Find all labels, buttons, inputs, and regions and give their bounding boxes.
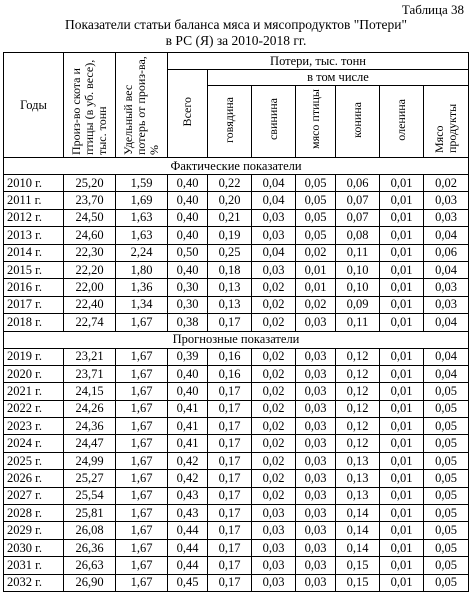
table-cell: 0,03 — [296, 314, 336, 331]
table-row — [4, 470, 469, 487]
table-cell: 0,01 — [380, 227, 424, 244]
table-cell: 0,22 — [208, 175, 252, 192]
table-cell: 0,14 — [336, 522, 380, 539]
table-cell: 0,02 — [252, 365, 296, 382]
table-cell: 2016 г. — [4, 279, 64, 296]
section-forecast: Прогнозные показатели — [4, 331, 469, 348]
table-cell: 0,02 — [252, 418, 296, 435]
table-cell: 1,67 — [116, 365, 168, 382]
table-cell: 0,15 — [336, 574, 380, 591]
header-share: Удельный вес потерь от произ-ва, % — [116, 53, 168, 158]
table-cell: 2015 г. — [4, 261, 64, 278]
table-cell: 0,03 — [424, 209, 469, 226]
header-beef: говядина — [208, 86, 252, 158]
table-cell: 0,01 — [380, 279, 424, 296]
table-cell: 1,67 — [116, 522, 168, 539]
table-cell: 0,17 — [208, 522, 252, 539]
table-cell: 0,03 — [424, 296, 469, 313]
table-cell: 1,80 — [116, 261, 168, 278]
table-cell: 0,03 — [296, 574, 336, 591]
table-cell: 0,04 — [424, 314, 469, 331]
table-cell: 0,03 — [252, 505, 296, 522]
table-cell: 1,67 — [116, 314, 168, 331]
table-cell: 24,15 — [64, 383, 116, 400]
table-cell: 26,08 — [64, 522, 116, 539]
table-cell: 0,03 — [296, 522, 336, 539]
table-cell: 2020 г. — [4, 365, 64, 382]
table-row — [4, 209, 469, 226]
table-cell: 1,67 — [116, 557, 168, 574]
table-cell: 22,00 — [64, 279, 116, 296]
table-cell: 26,63 — [64, 557, 116, 574]
table-cell: 2021 г. — [4, 383, 64, 400]
table-cell: 1,67 — [116, 505, 168, 522]
table-row — [4, 539, 469, 556]
table-cell: 2024 г. — [4, 435, 64, 452]
table-cell: 0,12 — [336, 383, 380, 400]
table-cell: 0,10 — [336, 279, 380, 296]
table-cell: 0,02 — [252, 348, 296, 365]
table-cell: 0,01 — [380, 348, 424, 365]
table-cell: 0,45 — [168, 574, 208, 591]
table-cell: 0,03 — [296, 505, 336, 522]
table-cell: 0,01 — [380, 383, 424, 400]
table-cell: 0,05 — [296, 227, 336, 244]
table-cell: 0,15 — [336, 557, 380, 574]
table-cell: 0,17 — [208, 487, 252, 504]
table-cell: 0,40 — [168, 365, 208, 382]
table-cell: 22,20 — [64, 261, 116, 278]
table-cell: 25,27 — [64, 470, 116, 487]
table-cell: 2029 г. — [4, 522, 64, 539]
table-cell: 0,13 — [208, 296, 252, 313]
table-cell: 0,17 — [208, 574, 252, 591]
table-number: Таблица 38 — [401, 2, 464, 17]
table-cell: 0,02 — [252, 279, 296, 296]
table-cell: 0,02 — [252, 452, 296, 469]
table-cell: 0,02 — [252, 470, 296, 487]
table-cell: 0,41 — [168, 418, 208, 435]
table-cell: 2022 г. — [4, 400, 64, 417]
table-cell: 0,40 — [168, 227, 208, 244]
table-cell: 0,16 — [208, 348, 252, 365]
table-cell: 0,13 — [336, 452, 380, 469]
table-cell: 0,01 — [380, 574, 424, 591]
table-cell: 0,01 — [380, 470, 424, 487]
table-cell: 0,17 — [208, 539, 252, 556]
table-cell: 0,17 — [208, 452, 252, 469]
table-cell: 2026 г. — [4, 470, 64, 487]
table-cell: 0,17 — [208, 470, 252, 487]
table-cell: 0,04 — [424, 348, 469, 365]
table-cell: 0,03 — [252, 227, 296, 244]
table-cell: 0,01 — [380, 296, 424, 313]
table-cell: 2014 г. — [4, 244, 64, 261]
header-total: Всего — [168, 70, 208, 158]
table-cell: 25,54 — [64, 487, 116, 504]
title-line-1: Показатели статьи баланса мяса и мясопродуктов "Потери" — [65, 17, 407, 32]
table-cell: 0,02 — [252, 487, 296, 504]
table-cell: 2032 г. — [4, 574, 64, 591]
table-cell: 0,17 — [208, 505, 252, 522]
table-cell: 0,05 — [296, 192, 336, 209]
table-cell: 0,03 — [252, 574, 296, 591]
table-cell: 0,03 — [252, 557, 296, 574]
table-cell: 0,01 — [296, 279, 336, 296]
table-cell: 0,03 — [296, 539, 336, 556]
table-cell: 0,38 — [168, 314, 208, 331]
table-cell: 0,03 — [296, 452, 336, 469]
table-cell: 24,99 — [64, 452, 116, 469]
table-row — [4, 383, 469, 400]
table-cell: 0,03 — [252, 209, 296, 226]
table-cell: 0,06 — [424, 244, 469, 261]
table-cell: 24,47 — [64, 435, 116, 452]
table-cell: 1,67 — [116, 435, 168, 452]
table-row — [4, 435, 469, 452]
table-cell: 1,67 — [116, 470, 168, 487]
table-cell: 0,01 — [380, 522, 424, 539]
table-cell: 2010 г. — [4, 175, 64, 192]
table-cell: 0,03 — [424, 192, 469, 209]
losses-table — [3, 52, 469, 592]
header-venison: оленина — [380, 86, 424, 158]
table-cell: 0,30 — [168, 279, 208, 296]
table-cell: 2030 г. — [4, 539, 64, 556]
table-cell: 0,03 — [296, 557, 336, 574]
table-cell: 0,16 — [208, 365, 252, 382]
table-cell: 0,40 — [168, 209, 208, 226]
table-cell: 1,67 — [116, 539, 168, 556]
table-cell: 0,03 — [296, 383, 336, 400]
table-cell: 0,40 — [168, 383, 208, 400]
table-cell: 2018 г. — [4, 314, 64, 331]
table-cell: 1,63 — [116, 227, 168, 244]
table-cell: 0,02 — [252, 435, 296, 452]
table-cell: 0,01 — [380, 505, 424, 522]
table-cell: 1,67 — [116, 418, 168, 435]
header-production: Произ-во скота и птицы (в уб. весе), тыс. тонн — [64, 53, 116, 158]
table-cell: 0,01 — [380, 452, 424, 469]
table-cell: 0,07 — [336, 192, 380, 209]
table-cell: 0,17 — [208, 435, 252, 452]
table-cell: 0,40 — [168, 261, 208, 278]
table-cell: 0,01 — [296, 261, 336, 278]
table-cell: 2028 г. — [4, 505, 64, 522]
table-row — [4, 314, 469, 331]
table-row — [4, 261, 469, 278]
table-row — [4, 522, 469, 539]
table-cell: 0,17 — [208, 557, 252, 574]
table-cell: 0,05 — [424, 400, 469, 417]
table-cell: 0,04 — [252, 175, 296, 192]
table-cell: 0,03 — [296, 400, 336, 417]
table-cell: 22,30 — [64, 244, 116, 261]
table-cell: 0,04 — [424, 227, 469, 244]
table-title — [0, 17, 472, 48]
table-cell: 0,05 — [424, 487, 469, 504]
table-cell: 2,24 — [116, 244, 168, 261]
table-cell: 1,67 — [116, 574, 168, 591]
table-cell: 1,67 — [116, 383, 168, 400]
table-cell: 0,01 — [380, 314, 424, 331]
table-cell: 0,41 — [168, 435, 208, 452]
table-cell: 0,10 — [336, 261, 380, 278]
table-row — [4, 244, 469, 261]
table-cell: 0,07 — [336, 209, 380, 226]
table-cell: 0,03 — [296, 470, 336, 487]
table-cell: 0,05 — [424, 522, 469, 539]
table-cell: 0,11 — [336, 244, 380, 261]
table-cell: 24,26 — [64, 400, 116, 417]
table-row — [4, 487, 469, 504]
table-cell: 0,42 — [168, 470, 208, 487]
table-cell: 0,21 — [208, 209, 252, 226]
table-cell: 0,09 — [336, 296, 380, 313]
table-cell: 0,50 — [168, 244, 208, 261]
table-cell: 0,04 — [424, 365, 469, 382]
table-cell: 0,04 — [252, 192, 296, 209]
table-cell: 0,05 — [424, 505, 469, 522]
table-cell: 0,44 — [168, 557, 208, 574]
title-line-2: в РС (Я) за 2010-2018 гг. — [165, 32, 307, 48]
table-cell: 0,01 — [380, 261, 424, 278]
table-row — [4, 452, 469, 469]
table-cell: 1,67 — [116, 348, 168, 365]
table-cell: 0,17 — [208, 418, 252, 435]
table-cell: 2011 г. — [4, 192, 64, 209]
table-cell: 0,01 — [380, 209, 424, 226]
header-horse: конина — [336, 86, 380, 158]
table-cell: 24,36 — [64, 418, 116, 435]
table-cell: 0,14 — [336, 505, 380, 522]
table-cell: 1,59 — [116, 175, 168, 192]
table-cell: 0,12 — [336, 365, 380, 382]
table-cell: 0,05 — [424, 435, 469, 452]
table-cell: 2027 г. — [4, 487, 64, 504]
table-cell: 22,74 — [64, 314, 116, 331]
table-cell: 0,08 — [336, 227, 380, 244]
table-cell: 0,01 — [380, 557, 424, 574]
table-cell: 0,02 — [252, 314, 296, 331]
table-cell: 0,18 — [208, 261, 252, 278]
header-poultry: мясо птицы — [296, 86, 336, 158]
table-cell: 2031 г. — [4, 557, 64, 574]
table-cell: 0,30 — [168, 296, 208, 313]
table-cell: 0,03 — [424, 279, 469, 296]
table-row — [4, 574, 469, 591]
table-cell: 0,05 — [424, 452, 469, 469]
table-cell: 2023 г. — [4, 418, 64, 435]
table-cell: 0,17 — [208, 314, 252, 331]
table-cell: 1,69 — [116, 192, 168, 209]
table-cell: 0,05 — [296, 175, 336, 192]
table-cell: 0,02 — [252, 383, 296, 400]
table-row — [4, 400, 469, 417]
table-cell: 0,02 — [296, 296, 336, 313]
table-cell: 0,25 — [208, 244, 252, 261]
table-cell: 1,63 — [116, 209, 168, 226]
table-cell: 2025 г. — [4, 452, 64, 469]
table-cell: 0,42 — [168, 452, 208, 469]
table-cell: 0,11 — [336, 314, 380, 331]
table-row — [4, 348, 469, 365]
table-row — [4, 296, 469, 313]
header-losses: Потери, тыс. тонн — [168, 53, 469, 70]
table-cell: 0,05 — [424, 557, 469, 574]
table-cell: 25,81 — [64, 505, 116, 522]
table-cell: 0,20 — [208, 192, 252, 209]
table-cell: 0,03 — [296, 365, 336, 382]
table-cell: 0,44 — [168, 539, 208, 556]
table-cell: 24,60 — [64, 227, 116, 244]
table-cell: 0,40 — [168, 192, 208, 209]
table-cell: 1,34 — [116, 296, 168, 313]
table-row — [4, 365, 469, 382]
table-cell: 0,01 — [380, 175, 424, 192]
table-cell: 0,05 — [424, 418, 469, 435]
table-cell: 0,03 — [252, 261, 296, 278]
table-cell: 0,03 — [252, 539, 296, 556]
table-cell: 0,03 — [296, 348, 336, 365]
table-cell: 0,05 — [424, 539, 469, 556]
table-cell: 24,50 — [64, 209, 116, 226]
header-pork: свинина — [252, 86, 296, 158]
table-cell: 22,40 — [64, 296, 116, 313]
table-cell: 23,70 — [64, 192, 116, 209]
table-cell: 0,13 — [208, 279, 252, 296]
table-cell: 1,67 — [116, 452, 168, 469]
table-cell: 0,39 — [168, 348, 208, 365]
table-cell: 1,67 — [116, 487, 168, 504]
table-cell: 0,12 — [336, 348, 380, 365]
table-cell: 0,43 — [168, 487, 208, 504]
table-cell: 0,40 — [168, 175, 208, 192]
table-cell: 0,05 — [424, 470, 469, 487]
table-cell: 0,12 — [336, 400, 380, 417]
table-cell: 0,17 — [208, 400, 252, 417]
table-row — [4, 279, 469, 296]
table-cell: 23,21 — [64, 348, 116, 365]
table-row — [4, 227, 469, 244]
table-cell: 0,01 — [380, 192, 424, 209]
table-row — [4, 192, 469, 209]
table-cell: 0,05 — [296, 209, 336, 226]
table-cell: 0,01 — [380, 487, 424, 504]
table-row — [4, 557, 469, 574]
table-cell: 0,02 — [252, 400, 296, 417]
table-cell: 0,04 — [252, 244, 296, 261]
table-cell: 0,12 — [336, 418, 380, 435]
table-cell: 1,36 — [116, 279, 168, 296]
table-cell: 1,67 — [116, 400, 168, 417]
table-cell: 0,14 — [336, 539, 380, 556]
header-years: Годы — [4, 53, 64, 158]
table-cell: 0,01 — [380, 244, 424, 261]
table-cell: 2013 г. — [4, 227, 64, 244]
table-cell: 26,36 — [64, 539, 116, 556]
table-cell: 0,03 — [296, 487, 336, 504]
table-cell: 0,06 — [336, 175, 380, 192]
table-cell: 0,01 — [380, 400, 424, 417]
table-cell: 0,02 — [424, 175, 469, 192]
table-cell: 0,19 — [208, 227, 252, 244]
table-cell: 2012 г. — [4, 209, 64, 226]
table-cell: 0,13 — [336, 487, 380, 504]
table-cell: 23,71 — [64, 365, 116, 382]
table-cell: 0,44 — [168, 522, 208, 539]
table-cell: 0,03 — [296, 435, 336, 452]
table-cell: 0,43 — [168, 505, 208, 522]
table-cell: 0,02 — [252, 296, 296, 313]
table-cell: 0,05 — [424, 574, 469, 591]
table-cell: 0,04 — [424, 261, 469, 278]
table-cell: 0,02 — [296, 244, 336, 261]
table-cell: 0,05 — [424, 383, 469, 400]
table-row — [4, 175, 469, 192]
table-cell: 0,01 — [380, 365, 424, 382]
table-row — [4, 418, 469, 435]
table-cell: 0,01 — [380, 435, 424, 452]
table-cell: 0,13 — [336, 470, 380, 487]
table-cell: 0,03 — [296, 418, 336, 435]
section-actual: Фактические показатели — [4, 158, 469, 175]
header-meat-products: Мясо продукты — [424, 86, 469, 158]
table-cell: 25,20 — [64, 175, 116, 192]
table-cell: 0,01 — [380, 418, 424, 435]
table-cell: 0,03 — [252, 522, 296, 539]
table-cell: 0,01 — [380, 539, 424, 556]
table-cell: 0,41 — [168, 400, 208, 417]
table-cell: 2017 г. — [4, 296, 64, 313]
header-including: в том числе — [208, 70, 469, 86]
table-cell: 0,12 — [336, 435, 380, 452]
table-cell: 26,90 — [64, 574, 116, 591]
table-cell: 2019 г. — [4, 348, 64, 365]
table-cell: 0,17 — [208, 383, 252, 400]
table-row — [4, 505, 469, 522]
